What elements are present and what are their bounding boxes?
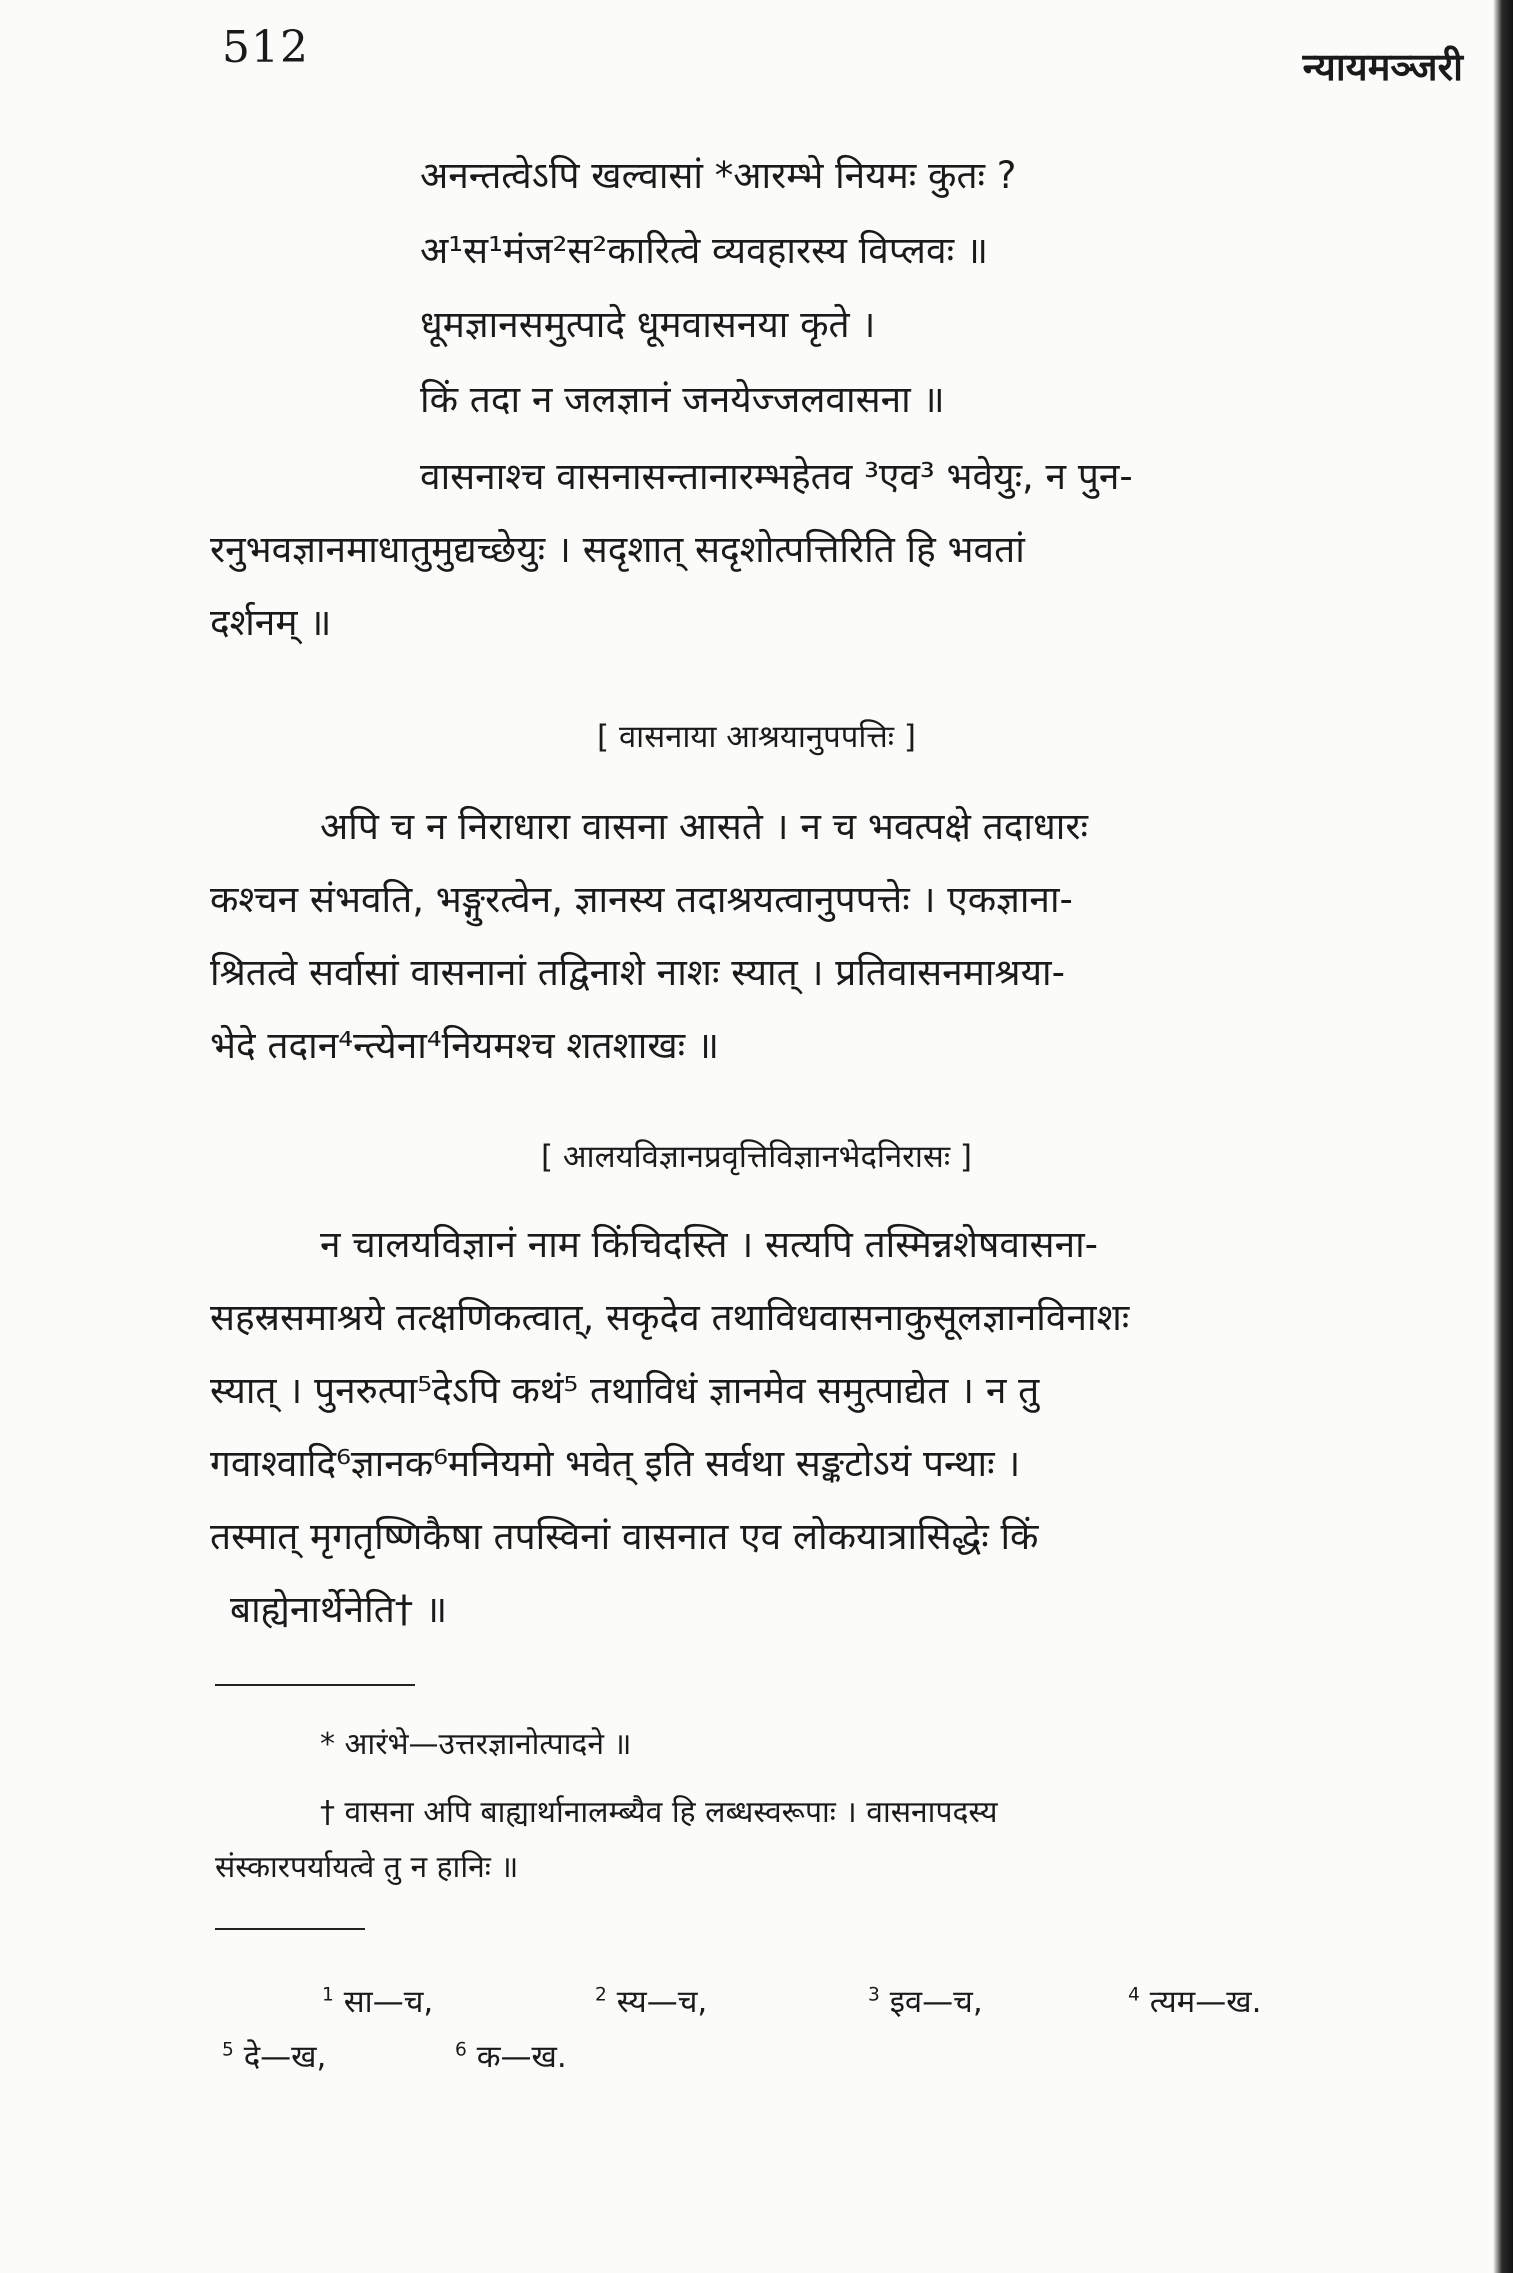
variant-reading bbox=[322, 1980, 433, 2022]
variants-separator bbox=[215, 1928, 365, 1930]
paragraph-1 bbox=[210, 440, 1430, 659]
variant-text: त्यम—ख. bbox=[1149, 1984, 1262, 2020]
paragraph-line: दर्शनम् ॥ bbox=[210, 601, 332, 644]
variant-number: 2 bbox=[595, 1984, 607, 2006]
verse-line: धूमज्ञानसमुत्पादे धूमवासनया कृते । bbox=[420, 303, 876, 346]
variant-number: 6 bbox=[455, 2039, 467, 2061]
verse-line: किं तदा न जलज्ञानं जनयेज्जलवासना ॥ bbox=[420, 378, 945, 421]
running-head: न्यायमञ्जरी bbox=[1302, 45, 1463, 89]
footnote-star: * आरंभे—उत्तरज्ञानोत्पादने ॥ bbox=[320, 1727, 632, 1762]
variant-reading bbox=[222, 2035, 326, 2077]
paragraph-line: तस्मात् मृगतृष्णिकैषा तपस्विनां वासनात एव लोकयात्रासिद्धेः किं bbox=[210, 1515, 1039, 1558]
variant-number: 1 bbox=[322, 1984, 334, 2006]
paragraph-line: श्रितत्वे सर्वासां वासनानां तद्विनाशे नाशः स्यात् । प्रतिवासनमाश्रया- bbox=[210, 951, 1065, 994]
footnote-dagger-cont: संस्कारपर्यायत्वे तु न हानिः ॥ bbox=[215, 1850, 519, 1885]
paragraph-3 bbox=[210, 1208, 1430, 1646]
paragraph-line: सहस्रसमाश्रये तत्क्षणिकत्वात्, सकृदेव तथाविधवासनाकुसूलज्ञानविनाशः bbox=[210, 1296, 1130, 1339]
section-heading: [ वासनाया आश्रयानुपपत्तिः ] bbox=[597, 719, 916, 755]
paragraph-line: न चालयविज्ञानं नाम किंचिदस्ति । सत्यपि तस्मिन्नशेषवासना- bbox=[320, 1223, 1099, 1266]
variant-text: सा—च, bbox=[343, 1984, 434, 2020]
variant-number: 3 bbox=[868, 1984, 880, 2006]
paragraph-line: अपि च न निराधारा वासना आसते । न च भवत्पक्षे तदाधारः bbox=[320, 805, 1088, 848]
paragraph-line: वासनाश्च वासनासन्तानारम्भहेतव ³एव³ भवेयुः, न पुन- bbox=[420, 455, 1133, 498]
footnote-separator bbox=[215, 1684, 415, 1686]
variant-reading bbox=[455, 2035, 567, 2077]
variant-number: 4 bbox=[1128, 1984, 1140, 2006]
variant-text: दे—ख, bbox=[243, 2039, 327, 2075]
paragraph-line: रनुभवज्ञानमाधातुमुद्यच्छेयुः । सदृशात् सदृशोत्पत्तिरिति हि भवतां bbox=[210, 528, 1025, 571]
footnote-dagger: † वासना अपि बाह्यार्थानालम्ब्यैव हि लब्धस्वरूपाः । वासनापदस्य bbox=[320, 1795, 998, 1830]
variant-text: क—ख. bbox=[476, 2039, 567, 2075]
paragraph-line: गवाश्वादि⁶ज्ञानक⁶मनियमो भवेत् इति सर्वथा सङ्कटोऽयं पन्थाः । bbox=[210, 1442, 1021, 1485]
variant-text: स्य—च, bbox=[616, 1984, 708, 2020]
verse-line: अ¹स¹मंज²स²कारित्वे व्यवहारस्य विप्लवः ॥ bbox=[420, 229, 988, 272]
verse-line: अनन्तत्वेऽपि खल्वासां *आरम्भे नियमः कुतः ? bbox=[420, 154, 1017, 197]
page-number: 512 bbox=[222, 22, 309, 73]
paragraph-line: भेदे तदान⁴न्त्येना⁴नियमश्च शतशाखः ॥ bbox=[210, 1024, 720, 1067]
paragraph-line: स्यात् । पुनरुत्पा⁵देऽपि कथं⁵ तथाविधं ज्ञानमेव समुत्पाद्येत । न तु bbox=[210, 1369, 1040, 1412]
section-heading: [ आलयविज्ञानप्रवृत्तिविज्ञानभेदनिरासः ] bbox=[540, 1139, 973, 1175]
variant-text: इव—च, bbox=[889, 1984, 983, 2020]
variant-reading bbox=[595, 1980, 707, 2022]
paragraph-line: बाह्येनार्थेनेति† ॥ bbox=[230, 1588, 448, 1631]
variant-number: 5 bbox=[222, 2039, 234, 2061]
paragraph-line: कश्चन संभवति, भङ्गुरत्वेन, ज्ञानस्य तदाश्रयत्वानुपपत्तेः । एकज्ञाना- bbox=[210, 878, 1073, 921]
variant-reading bbox=[868, 1980, 983, 2022]
variant-reading bbox=[1128, 1980, 1261, 2022]
paragraph-2 bbox=[210, 790, 1430, 1082]
